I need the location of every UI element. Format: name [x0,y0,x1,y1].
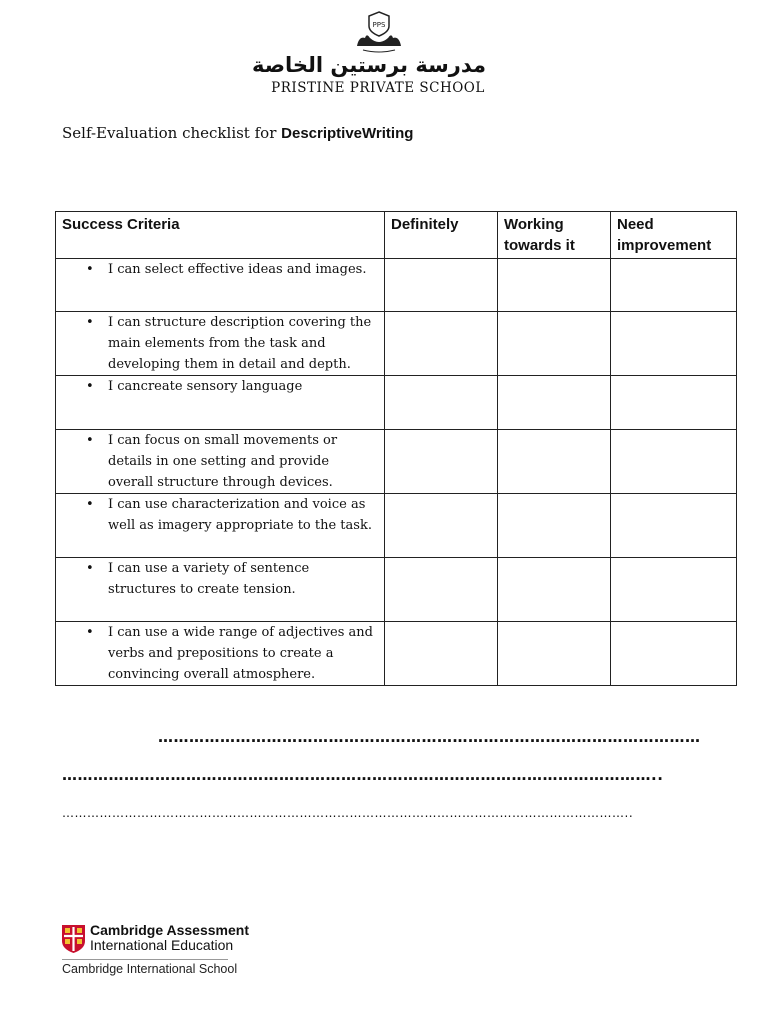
criteria-text: I can use a wide range of adjectives and verbs and prepositions to create a convincing overall atmosphere. [108,625,373,682]
criteria-text: I can use characterization and voice as well as imagery appropriate to the task. [108,497,372,533]
table-row [56,376,737,430]
bullet-icon: • [86,433,94,448]
need-improvement-checkbox-cell[interactable] [611,494,737,558]
criteria-cell [56,430,385,494]
title-subject: DescriptiveWriting [281,125,414,142]
document-title [62,124,413,142]
criteria-text: I can select effective ideas and images. [108,262,367,277]
header-need-improvement: Need improvement [611,212,737,259]
need-improvement-checkbox-cell[interactable] [611,622,737,686]
table-row [56,622,737,686]
definitely-checkbox-cell[interactable] [385,558,498,622]
criteria-cell [56,312,385,376]
cambridge-shield-icon [62,925,85,953]
school-logo [251,10,486,98]
working-towards-checkbox-cell[interactable] [498,376,611,430]
table-header-row [56,212,737,259]
working-towards-checkbox-cell[interactable] [498,312,611,376]
table-row [56,312,737,376]
need-improvement-checkbox-cell[interactable] [611,376,737,430]
table-row [56,259,737,312]
working-towards-checkbox-cell[interactable] [498,494,611,558]
table-row [56,494,737,558]
table-row [56,430,737,494]
header-working-towards-it: Working towards it [498,212,611,259]
table-row [56,558,737,622]
criteria-cell [56,558,385,622]
cambridge-line-1: Cambridge Assessment [90,922,249,938]
bullet-icon: • [86,497,94,512]
definitely-checkbox-cell[interactable] [385,312,498,376]
criteria-text: I can focus on small movements or details in one setting and provide overall structure through devices. [108,433,338,490]
svg-text:PPS: PPS [372,21,386,29]
dotted-line-1[interactable]: …………………………………………………………………………………………… [158,728,701,746]
criteria-text: I can structure description covering the main elements from the task and developing them in detail and depth. [108,315,372,372]
need-improvement-checkbox-cell[interactable] [611,430,737,494]
working-towards-checkbox-cell[interactable] [498,558,611,622]
bullet-icon: • [86,379,94,394]
criteria-text: I cancreate sensory language [108,379,303,394]
self-evaluation-table [55,211,737,686]
cambridge-school-type: Cambridge International School [62,962,238,976]
criteria-cell [56,376,385,430]
bullet-icon: • [86,315,94,330]
need-improvement-checkbox-cell[interactable] [611,312,737,376]
working-towards-checkbox-cell[interactable] [498,430,611,494]
title-prefix: Self-Evaluation checklist for [62,124,282,142]
cambridge-line-2: International Education [90,937,234,953]
criteria-cell [56,259,385,312]
need-improvement-checkbox-cell[interactable] [611,259,737,312]
working-towards-checkbox-cell[interactable] [498,259,611,312]
need-improvement-checkbox-cell[interactable] [611,558,737,622]
header-definitely: Definitely [385,212,498,259]
dotted-line-2[interactable]: …………………………………………………………………………………………………….. [62,766,664,784]
cambridge-org-name [90,923,249,953]
header-success-criteria: Success Criteria [56,212,385,259]
definitely-checkbox-cell[interactable] [385,430,498,494]
definitely-checkbox-cell[interactable] [385,622,498,686]
bullet-icon: • [86,625,94,640]
criteria-cell [56,622,385,686]
cambridge-divider [62,959,228,960]
bullet-icon: • [86,262,94,277]
school-name-arabic: مدرسة برستين الخاصة [251,53,486,77]
definitely-checkbox-cell[interactable] [385,259,498,312]
dotted-line-3[interactable]: ……………………………………………………………………………………………………………………….. [62,806,634,820]
criteria-text: I can use a variety of sentence structures to create tension. [108,561,310,597]
working-towards-checkbox-cell[interactable] [498,622,611,686]
crest-icon [353,10,405,54]
definitely-checkbox-cell[interactable] [385,494,498,558]
definitely-checkbox-cell[interactable] [385,376,498,430]
cambridge-logo [62,922,249,981]
criteria-cell [56,494,385,558]
school-name-english: PRISTINE PRIVATE SCHOOL [271,80,485,96]
bullet-icon: • [86,561,94,576]
